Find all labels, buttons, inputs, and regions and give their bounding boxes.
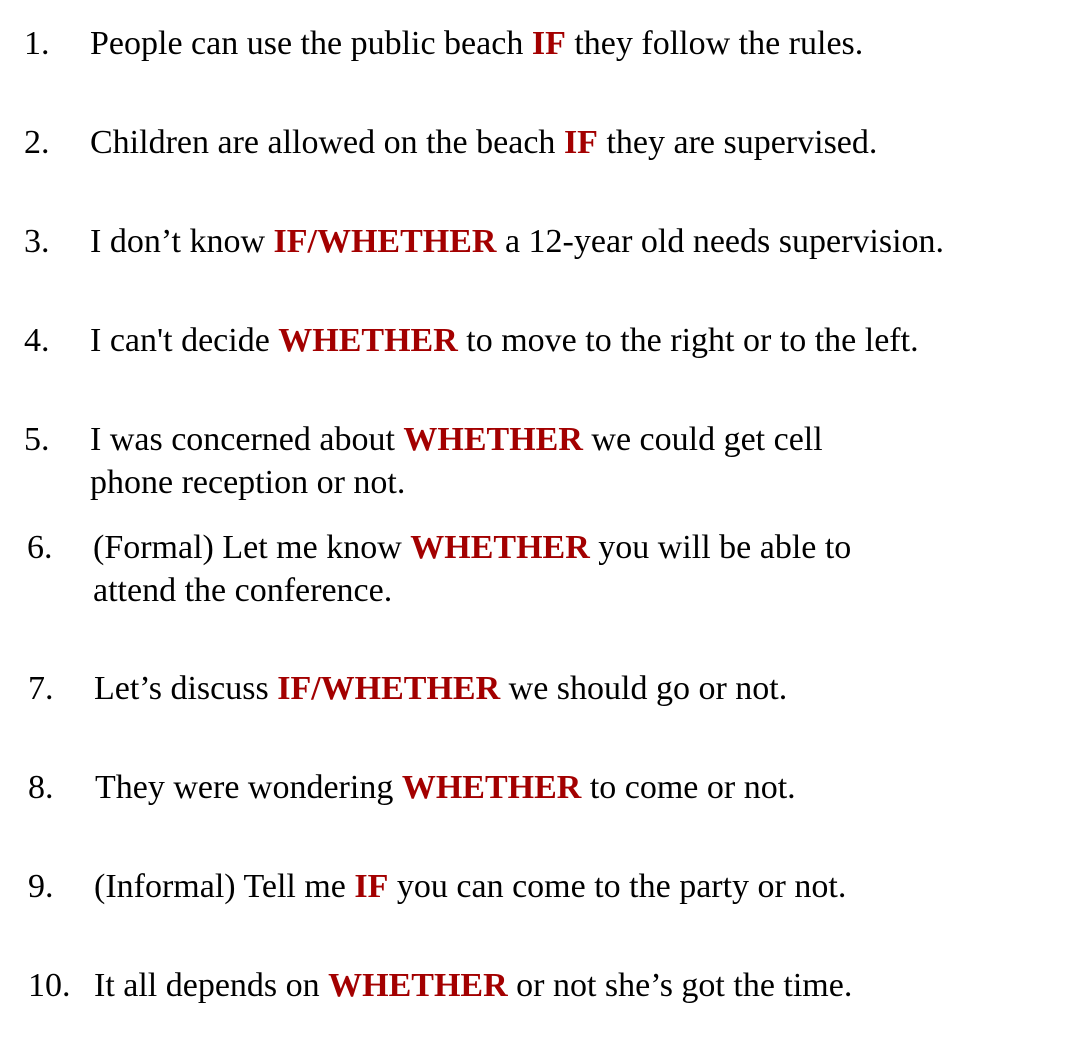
sentence-text: [94, 964, 852, 1007]
sentence-before: Let’s discuss: [94, 670, 278, 707]
sentence-before: I was concerned about: [90, 421, 404, 458]
sentence-before: Children are allowed on the beach: [90, 124, 564, 161]
sentence-after: we could get cell: [582, 421, 823, 458]
sentence-text: [94, 667, 787, 710]
sentence-before: People can use the public beach: [90, 25, 532, 62]
sentence-text: [90, 220, 944, 263]
item-number: 1.: [24, 25, 50, 62]
item-number: 10.: [28, 967, 71, 1004]
sentence-text: [93, 526, 851, 569]
sentence-text: [90, 22, 863, 65]
sentence-text: [95, 766, 796, 809]
sentence-after: we should go or not.: [500, 670, 788, 707]
sentence-continuation: [90, 461, 405, 504]
sentence-after: you will be able to: [589, 529, 852, 566]
keyword: IF: [354, 868, 389, 905]
item-number: 4.: [24, 322, 50, 359]
keyword: IF: [531, 25, 566, 62]
sentence-after: or not she’s got the time.: [507, 967, 853, 1004]
sentence-after-line2: phone reception or not.: [90, 464, 406, 501]
sentence-continuation: [93, 569, 392, 612]
keyword: WHETHER: [410, 529, 590, 566]
keyword: WHETHER: [328, 967, 508, 1004]
keyword: WHETHER: [401, 769, 582, 806]
sentence-before: I can't decide: [90, 322, 279, 359]
item-number: 6.: [27, 529, 53, 566]
item-number: 5.: [24, 421, 50, 458]
sentence-before: (Informal) Tell me: [94, 868, 355, 905]
sentence-text: [90, 121, 877, 164]
sentence-after: they follow the rules.: [565, 25, 864, 62]
sentence-before: (Formal) Let me know: [93, 529, 411, 566]
keyword: IF/WHETHER: [273, 223, 497, 260]
keyword: IF/WHETHER: [277, 670, 501, 707]
sentence-after: to come or not.: [581, 769, 796, 806]
sentence-before: It all depends on: [94, 967, 329, 1004]
sentence-text: [90, 319, 919, 362]
sentence-after: you can come to the party or not.: [388, 868, 847, 905]
item-number: 8.: [28, 769, 54, 806]
item-number: 7.: [28, 670, 54, 707]
item-number: 9.: [28, 868, 54, 905]
keyword: WHETHER: [403, 421, 583, 458]
keyword: WHETHER: [278, 322, 458, 359]
sentence-before: They were wondering: [95, 769, 402, 806]
item-number: 3.: [24, 223, 50, 260]
item-number: 2.: [24, 124, 50, 161]
sentence-before: I don’t know: [90, 223, 274, 260]
sentence-after-line2: attend the conference.: [93, 572, 393, 609]
sentence-after: a 12-year old needs supervision.: [496, 223, 945, 260]
sentence-after: to move to the right or to the left.: [457, 322, 919, 359]
sentence-text: [94, 865, 846, 908]
sentence-after: they are supervised.: [597, 124, 878, 161]
sentence-text: [90, 418, 823, 461]
keyword: IF: [563, 124, 598, 161]
